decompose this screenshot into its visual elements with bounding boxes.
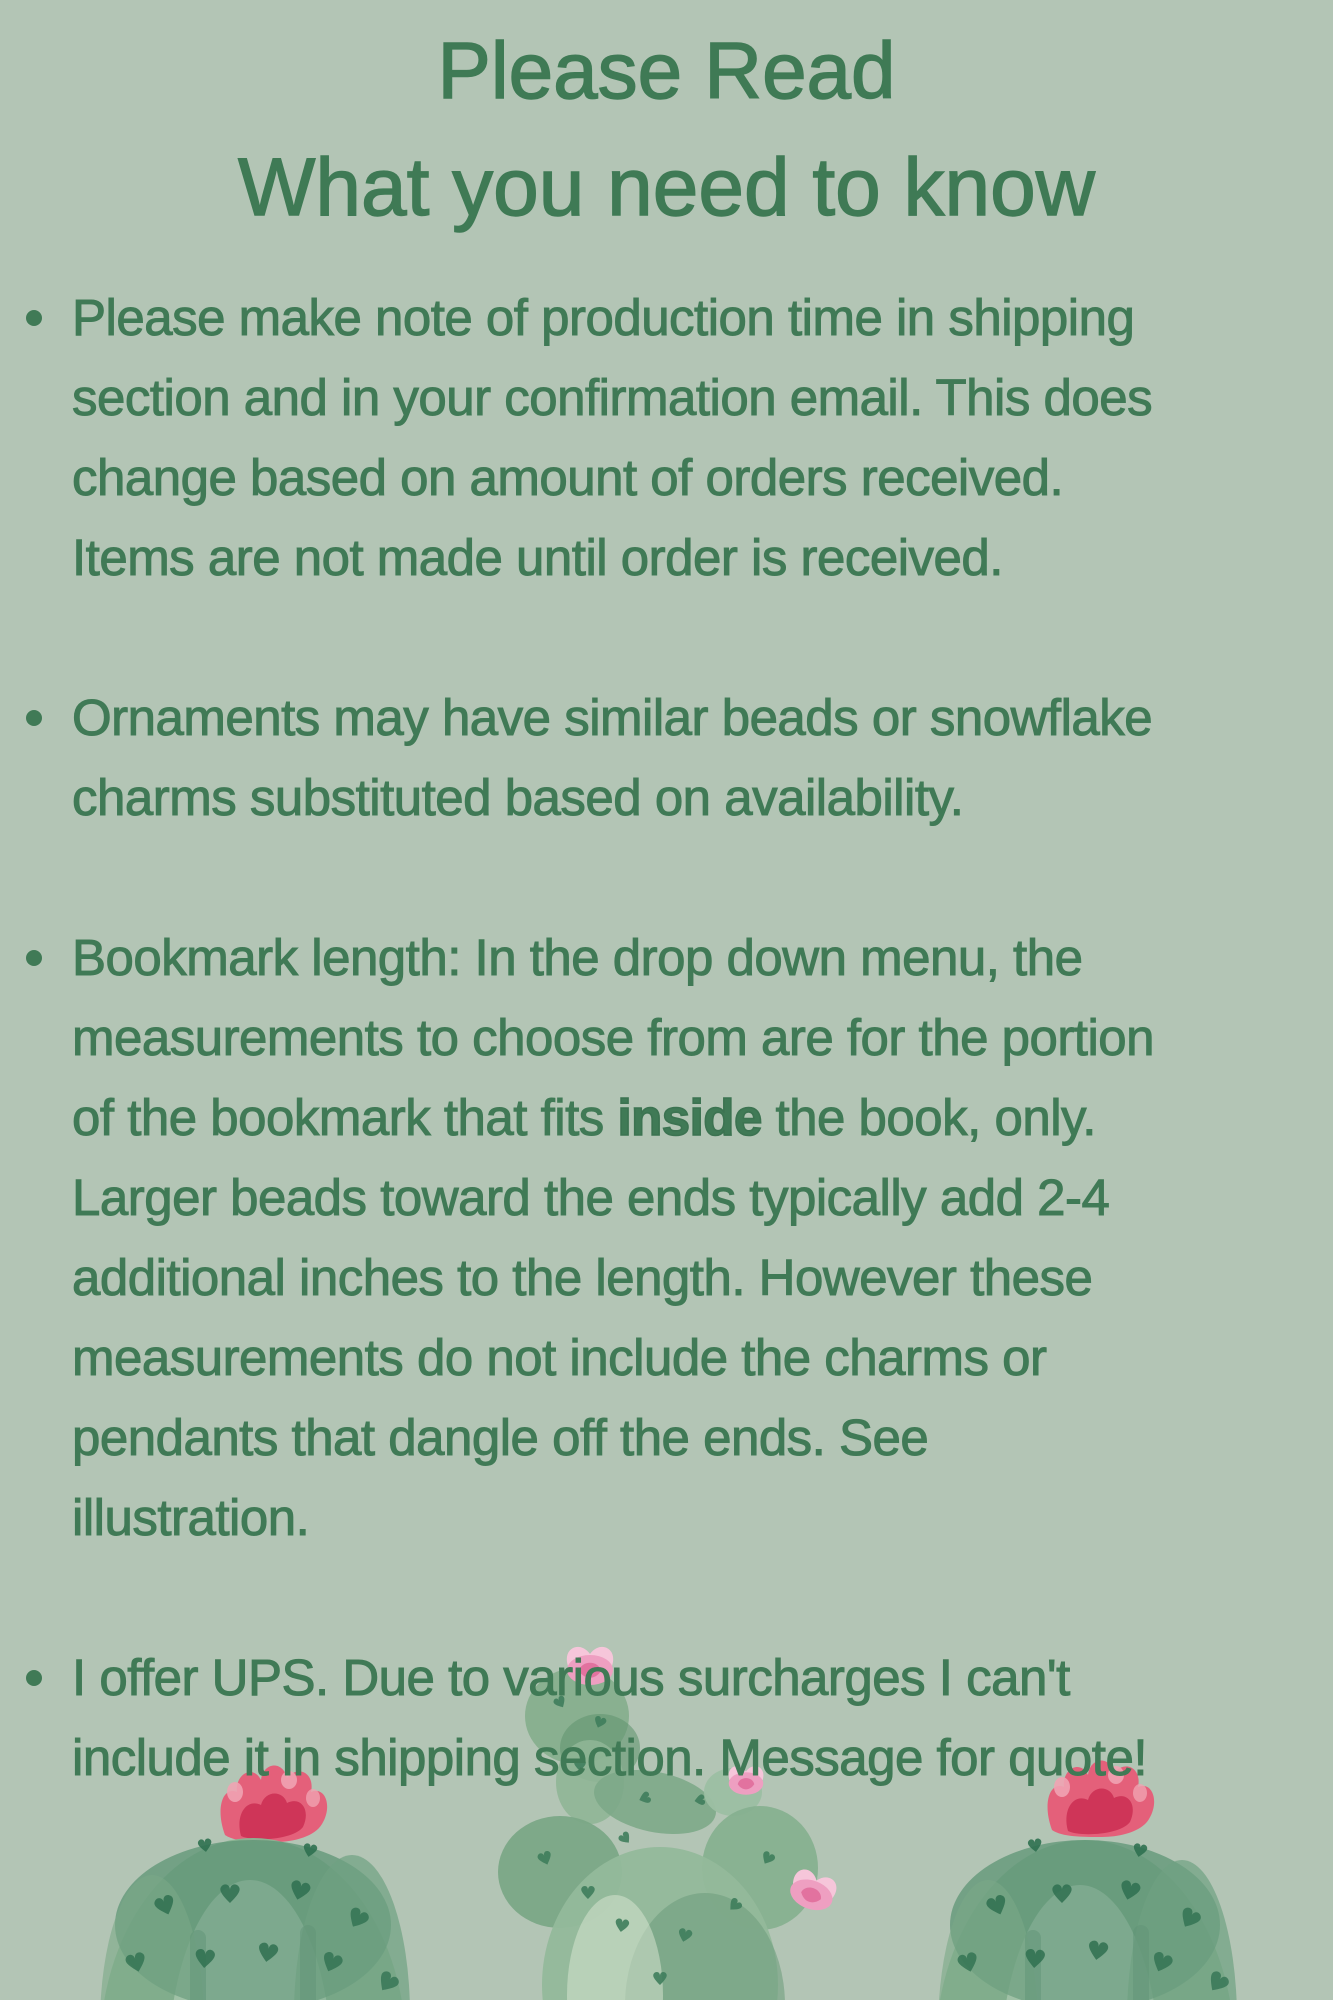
bullet-text-line: additional inches to the length. However these [72, 1249, 1093, 1306]
bullet-text-line: I offer UPS. Due to various surcharges I can't [72, 1649, 1070, 1706]
bullet-dot-icon [26, 710, 42, 726]
bullet-text-line: include it in shipping section. Message for quote! [72, 1729, 1147, 1786]
bullet-text-line: section and in your confirmation email. This does [72, 369, 1153, 426]
page-title-line-2: What you need to know [238, 142, 1095, 233]
bullet-list [72, 278, 1247, 1878]
bullet-text [72, 278, 1247, 598]
bullet-text-line: Bookmark length: In the drop down menu, the [72, 929, 1083, 986]
bullet-item [72, 1638, 1247, 1798]
bullet-text-line: Items are not made until order is received. [72, 529, 1003, 586]
page-title-line-1: Please Read [437, 26, 896, 115]
bullet-dot-icon [26, 1670, 42, 1686]
bullet-text-line: illustration. [72, 1489, 310, 1546]
bullet-item [72, 278, 1247, 598]
bullet-item [72, 918, 1247, 1558]
bullet-text-line: of the bookmark that fits inside the book, only. [72, 1089, 1096, 1146]
bullet-text-line: Ornaments may have similar beads or snowflake [72, 689, 1153, 746]
bullet-text-line: Larger beads toward the ends typically add 2-4 [72, 1169, 1110, 1226]
bullet-text-line: change based on amount of orders received. [72, 449, 1064, 506]
bullet-item [72, 678, 1247, 838]
bullet-text-line: measurements to choose from are for the portion [72, 1009, 1155, 1066]
bullet-text-line: pendants that dangle off the ends. See [72, 1409, 929, 1466]
bullet-text-line: Please make note of production time in shipping [72, 289, 1135, 346]
bullet-text-line: charms substituted based on availability. [72, 769, 964, 826]
bullet-dot-icon [26, 950, 42, 966]
bullet-text [72, 1638, 1247, 1798]
bullet-text [72, 678, 1247, 838]
bullet-text [72, 918, 1247, 1558]
bullet-text-line: measurements do not include the charms or [72, 1329, 1047, 1386]
bullet-dot-icon [26, 310, 42, 326]
